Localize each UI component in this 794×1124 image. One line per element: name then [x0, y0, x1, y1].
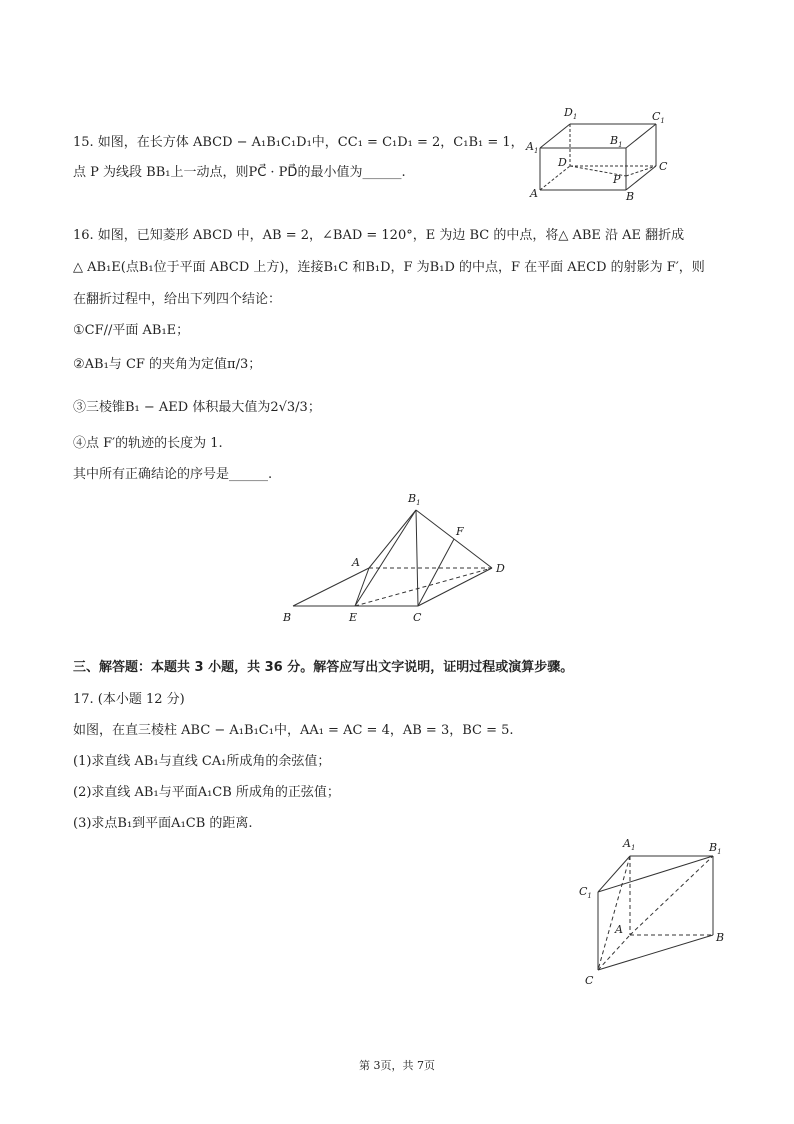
q16-line1: 16. 如图，已知菱形 ABCD 中，AB = 2，∠BAD = 120°，E 为边 BC 的中点，将△ ABE 沿 AE 翻折成: [73, 228, 685, 243]
q17-stem: 如图，在直三棱柱 ABC − A₁B₁C₁中，AA₁ = AC = 4，AB = 3，BC = 5.: [73, 723, 514, 738]
q16-line2: △ AB₁E(点B₁位于平面 ABCD 上方)，连接B₁C 和B₁D，F 为B₁D 的中点，F 在平面 AECD 的射影为 F′，则: [73, 260, 705, 275]
q16-item1: ①CF//平面 AB₁E；: [73, 323, 190, 338]
fig15-cuboid: [522, 100, 672, 203]
fig17-label-B1: $B_1$: [709, 841, 722, 856]
fig16-label-E: E: [349, 611, 358, 624]
q16-line3: 在翻折过程中，给出下列四个结论：: [73, 292, 282, 307]
fig17-label-C: C: [585, 974, 594, 987]
q16-item4: ④点 F′的轨迹的长度为 1.: [73, 436, 223, 451]
q16-ask: 其中所有正确结论的序号是______.: [73, 467, 273, 482]
q17-part2: (2)求直线 AB₁与平面A₁CB 所成角的正弦值；: [73, 785, 340, 800]
fig16-label-B: B: [283, 611, 292, 624]
fig15-label-P: P: [613, 173, 621, 186]
fig16-label-D: D: [496, 562, 505, 575]
fig16-label-B1: $B_1$: [408, 492, 421, 507]
q16-item2: ②AB₁与 CF 的夹角为定值π/3；: [73, 357, 262, 372]
fig15-label-B1: $B_1$: [610, 134, 623, 149]
fig17-label-B: B: [716, 931, 725, 944]
fig17-prism: [575, 832, 745, 997]
q17-title: 17. (本小题 12 分): [73, 692, 185, 707]
fig15-label-A: A: [530, 187, 538, 200]
fig16-label-A: A: [352, 556, 360, 569]
fig15-label-A1: $A_1$: [526, 140, 539, 155]
q15-line1: 15. 如图，在长方体 ABCD − A₁B₁C₁D₁中，CC₁ = C₁D₁ = 2，C₁B₁ = 1，: [73, 135, 524, 150]
page-footer: 第 3页，共 7页: [359, 1059, 435, 1072]
q17-part1: (1)求直线 AB₁与直线 CA₁所成角的余弦值；: [73, 754, 331, 769]
fig16-label-C: C: [413, 611, 422, 624]
fig15-label-C1: $C_1$: [652, 110, 665, 125]
fig15-label-C: C: [659, 160, 668, 173]
fig16-fold: [280, 490, 520, 630]
fig17-label-C1: $C_1$: [579, 885, 592, 900]
q17-part3: (3)求点B₁到平面A₁CB 的距离.: [73, 816, 253, 831]
section3-heading: 三、解答题：本题共 3 小题，共 36 分。解答应写出文字说明，证明过程或演算步骤。: [73, 660, 574, 675]
fig16-label-F: F: [456, 525, 464, 538]
fig15-label-D: D: [558, 156, 567, 169]
fig17-label-A: A: [615, 923, 623, 936]
fig15-label-D1: $D_1$: [564, 106, 578, 121]
fig17-label-A1: $A_1$: [623, 837, 636, 852]
fig15-label-B: B: [626, 190, 635, 203]
q16-item3: ③三棱锥B₁ − AED 体积最大值为2√3/3；: [73, 400, 321, 415]
q15-line2: 点 P 为线段 BB₁上一动点，则PC⃗ · PD⃗的最小值为______.: [73, 165, 406, 180]
